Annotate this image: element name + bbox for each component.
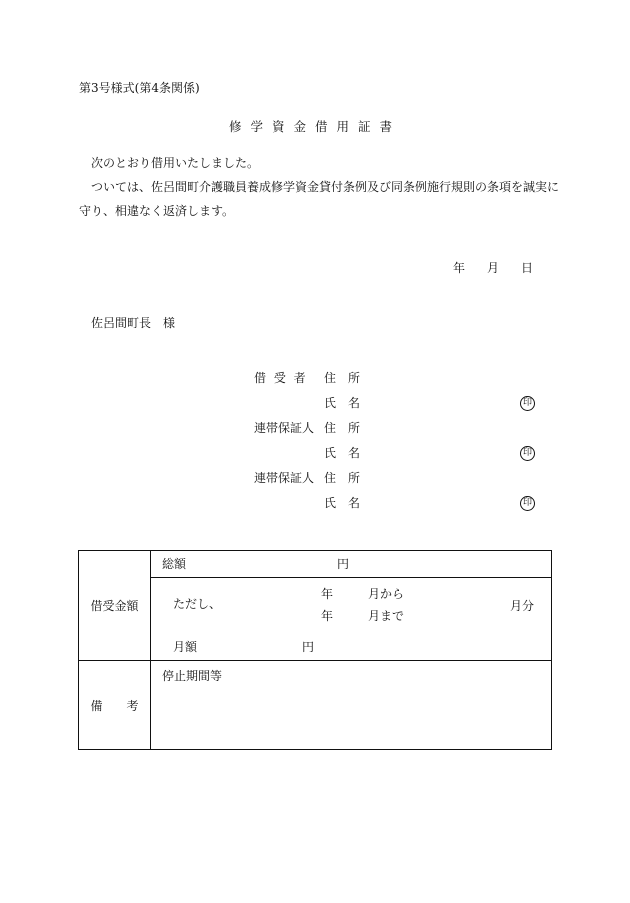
from-year-label: 年 [321, 587, 334, 601]
remarks-cell [151, 661, 552, 750]
from-month-label: 月から [368, 587, 405, 601]
document-title: 修学資金借用証書 [228, 119, 401, 134]
form-number: 第3号様式(第4条関係) [79, 81, 200, 95]
monthly-yen-label: 円 [302, 640, 315, 654]
loan-table [78, 550, 552, 750]
loan-amount-label: 借受金額 [90, 599, 139, 613]
guarantor2-label: 連帯保証人 [254, 471, 315, 485]
to-month-label: 月まで [368, 609, 405, 623]
addressee: 佐呂間町長 様 [91, 316, 176, 330]
date-month: 月 [487, 261, 500, 275]
body-line-3: 守り、相違なく返済します。 [79, 204, 235, 218]
guarantor1-seal-icon: 印 [520, 446, 535, 461]
total-yen-label: 円 [337, 557, 350, 571]
suspension-label: 停止期間等 [162, 669, 223, 683]
loan-amount-label-cell [79, 551, 151, 661]
date-year: 年 [453, 261, 466, 275]
proviso-cell [151, 578, 552, 661]
borrower-address-label: 住 所 [324, 371, 361, 385]
borrower-seal-icon: 印 [520, 396, 535, 411]
to-year-label: 年 [321, 609, 334, 623]
guarantor2-seal-icon: 印 [520, 496, 535, 511]
total-label: 総額 [162, 557, 187, 571]
remarks-label-cell [79, 661, 151, 750]
borrower-label: 借 受 者 [254, 371, 308, 385]
month-portion-label: 月分 [510, 599, 535, 613]
proviso-label: ただし、 [173, 597, 222, 611]
guarantor2-address-label: 住 所 [324, 471, 361, 485]
date-day: 日 [521, 261, 534, 275]
guarantor1-name-label: 氏 名 [324, 446, 361, 460]
guarantor2-name-label: 氏 名 [324, 496, 361, 510]
monthly-label: 月額 [173, 640, 198, 654]
body-line-2: ついては、佐呂間町介護職員養成修学資金貸付条例及び同条例施行規則の条項を誠実に [91, 180, 560, 194]
borrower-name-label: 氏 名 [324, 396, 361, 410]
guarantor1-address-label: 住 所 [324, 421, 361, 435]
total-row [151, 551, 552, 578]
body-line-1: 次のとおり借用いたしました。 [91, 156, 260, 170]
remarks-label: 備 考 [90, 698, 139, 713]
date-line [453, 262, 533, 274]
guarantor1-label: 連帯保証人 [254, 421, 315, 435]
